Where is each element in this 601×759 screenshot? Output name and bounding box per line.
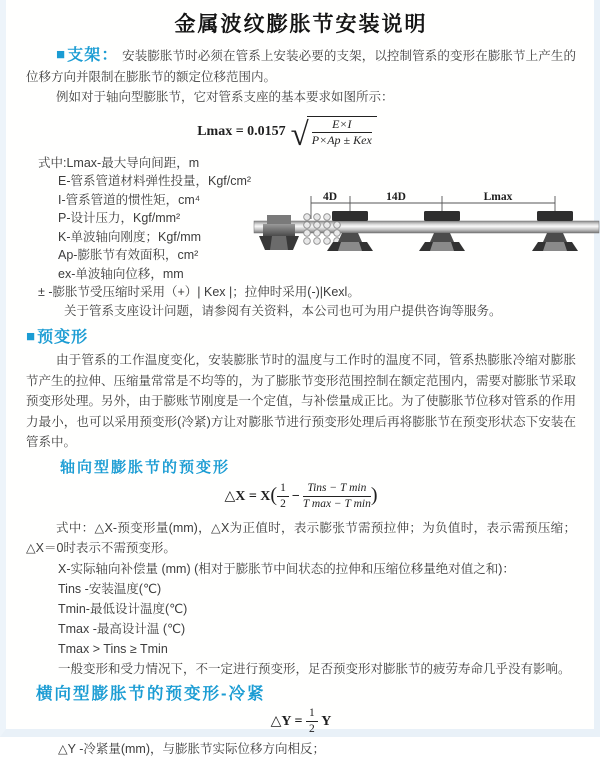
fatigue-note-line: 一般变形和受力情况下，不一定进行预变形，足否预变形对膨胀节的疲劳寿命几乎没有影响。 <box>58 659 576 679</box>
definition-line: P-设计压力，Kgf/mm² <box>58 209 576 228</box>
formula-delta-x <box>26 480 576 514</box>
consulting-note-line: 关于管系支座设计问题，请参阅有关资料，本公司也可为用户提供咨询等服务。 <box>64 302 576 321</box>
formula-delta-y <box>26 707 576 737</box>
right-paren: ) <box>371 484 378 507</box>
predeform-paragraph: 由于管系的工作温度变化，安装膨胀节时的温度与工作时的温度不同，管系热膨胀冷缩对膨胀节产生的拉伸、压缩量常常是不均等的，为了膨胀节变形范围控制在额定范围内，需要对膨胀节采取预变形处理。另外，由于膨账节刚度是一个定值，与补偿量成正比。为了使膨胀节位移对管系的作用力最小，也可以采用预变形(冷紧)方让对膨胀节进行预变形处理后再将膨胀节在预变形状态下安装在管系中。 <box>26 350 576 453</box>
support-example-line: 例如对于轴向型膨胀节，它对管系支座的基本要求如图所示： <box>26 87 576 108</box>
minus-operator: − <box>292 489 300 505</box>
definition-line: ± -膨胀节受压缩时采用（+）| Kex |；拉伸时采用(-)|Kexl。 <box>38 283 576 302</box>
support-section-heading <box>56 47 119 64</box>
section-marker-icon: ■ <box>26 328 36 345</box>
definition-line: E-管系管道材料弹性投量，Kgf/cm² <box>58 172 576 191</box>
definition-line: Ap-膨胀节有效面积，cm² <box>58 246 576 265</box>
axial-explain-paragraph: 式中：△X-预变形量(mm)，△X为正值时，表示膨张节需预拉伸；为负值时，表示需预压缩；△X＝0时表示不需预变形。 <box>26 518 576 559</box>
support-heading-label: 支架： <box>67 47 118 64</box>
formula-dy-rhs: Y <box>321 714 331 730</box>
dimension-label-lmax: Lmax <box>484 191 513 203</box>
dimension-label-14d: 14D <box>386 191 406 203</box>
predeform-heading-label: 预变形 <box>37 329 88 346</box>
definition-line: Tmax -最高设计温 (℃) <box>58 619 576 639</box>
anchor-support <box>259 215 299 250</box>
lateral-note-line: △Y -冷紧量(mm)，与膨胀节实际位移方向相反； <box>58 739 576 759</box>
left-paren: ( <box>270 484 277 507</box>
formula-lmax-radicand <box>307 116 377 147</box>
lateral-subsection-heading: 横向型膨胀节的预变形-冷紧 <box>36 683 576 705</box>
axial-definition-lines <box>26 559 576 679</box>
definition-line: Tins -安装温度(℃) <box>58 579 576 599</box>
one-half-fraction: $\frac{1}{2}$ <box>306 707 318 736</box>
page-title: 金属波纹膨胀节安装说明 <box>26 12 576 38</box>
definition-line: X-实际轴向补偿量 (mm) (相对于膨胀节中间状态的拉伸和压缩位移量绝对值之和)： <box>58 559 576 579</box>
formula-lmax-numerator: E×I <box>312 118 372 133</box>
definition-line: I-管系管道的惯性矩，cm⁴ <box>58 191 576 210</box>
section-marker-icon: ■ <box>56 46 66 63</box>
axial-subsection-heading: 轴向型膨胀节的预变形 <box>60 458 576 478</box>
temperature-fraction: $\frac{\text{Tins − T min}}{\text{T max − T min}}$ <box>303 482 371 511</box>
support-paragraph <box>26 46 576 87</box>
definition-line: 式中:Lmax-最大导向间距，m <box>38 154 576 173</box>
predeform-section-heading <box>26 327 576 348</box>
definition-line: Tmin-最低设计温度(℃) <box>58 599 576 619</box>
one-half-fraction: $\frac{1}{2}$ <box>277 482 289 511</box>
definition-line: K-单波轴向刚度；Kgf/mm <box>58 228 576 247</box>
formula-dy-lhs: △Y = <box>271 713 303 730</box>
definition-line: ex-单波轴向位移，mm <box>58 265 576 284</box>
dimension-label-4d: 4D <box>323 191 337 203</box>
support-intro-text: 安装膨胀节时必须在管系上安装必要的支架，以控制管系的变形在膨胀节上产生的位移方向并限制在膨胀节的额定位移范围内。 <box>26 49 576 84</box>
formula-dx-lhs: △X = X <box>224 488 270 505</box>
definition-line: Tmax > Tins ≥ Tmin <box>58 639 576 659</box>
formula-lmax: Lmax = 0.0157 √ $\frac{E\times I}{\text{P×Ap ± Kex}}$ <box>26 114 548 150</box>
formula-lmax-lhs: Lmax = 0.0157 <box>197 124 285 140</box>
pipe-support-diagram <box>254 190 601 270</box>
formula-lmax-denominator: P×Ap ± Kex <box>312 133 372 147</box>
